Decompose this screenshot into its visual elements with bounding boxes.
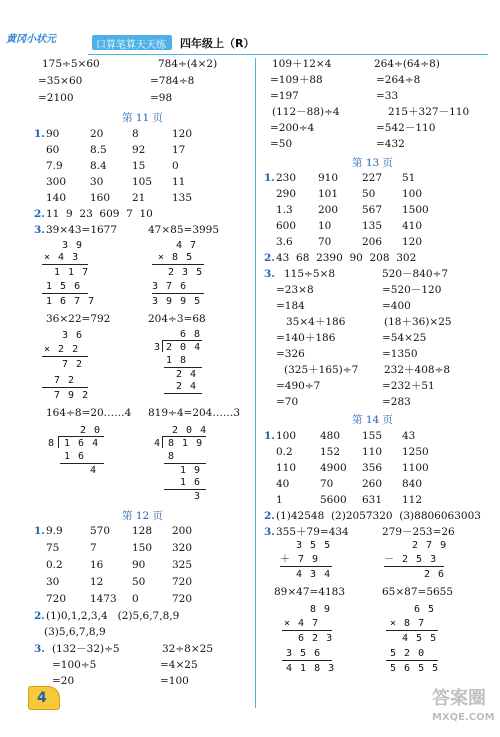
expr: =98 xyxy=(150,92,173,104)
expr: =326 xyxy=(276,348,305,360)
grid-cell: 7.9 xyxy=(46,160,63,172)
calc-rule xyxy=(386,630,438,631)
question-number: 1. xyxy=(264,172,275,184)
calc-rule xyxy=(42,293,88,294)
calc-rule xyxy=(386,660,438,661)
grid-cell: 0.2 xyxy=(46,559,63,571)
grid-cell: 155 xyxy=(362,430,383,442)
calc-line: － 2 5 3 xyxy=(384,554,438,565)
expr: (18＋36)×25 xyxy=(384,316,452,328)
grid-cell: 128 xyxy=(132,525,153,537)
calc-rule xyxy=(164,393,202,394)
question-number: 1. xyxy=(34,128,45,140)
calc-line: 5 6 5 5 xyxy=(390,663,440,674)
expr: =20 xyxy=(52,675,75,687)
grid-cell: 75 xyxy=(46,542,60,554)
grid-cell: 70 xyxy=(318,236,332,248)
expr: =520－120 xyxy=(382,284,442,296)
expr: =542－110 xyxy=(376,122,436,134)
calc-line: × 8 5 xyxy=(158,252,194,263)
expr: 109＋12×4 xyxy=(272,58,332,70)
grid-cell: 356 xyxy=(362,462,383,474)
expr: =23×8 xyxy=(276,284,314,296)
grid-cell: 1100 xyxy=(402,462,429,474)
calc-line: 4 5 5 xyxy=(402,633,438,644)
answer-line: (1)0,1,2,3,4 (2)5,6,7,8,9 xyxy=(46,610,180,622)
grid-cell: 1250 xyxy=(402,446,429,458)
equation: 164÷8=20……4 xyxy=(46,407,132,419)
question-number: 3. xyxy=(264,268,275,280)
expr: =490÷7 xyxy=(276,380,321,392)
expr: 232＋408÷8 xyxy=(384,364,451,376)
calc-rule xyxy=(282,660,332,661)
grid-cell: 325 xyxy=(172,559,193,571)
expr: 264÷(64÷8) xyxy=(374,58,440,70)
grid-cell: 120 xyxy=(402,236,423,248)
answer-line: (3)5,6,7,8,9 xyxy=(44,626,106,638)
grid-cell: 290 xyxy=(276,188,297,200)
expr: =109＋88 xyxy=(270,74,323,86)
expr: =232＋51 xyxy=(382,380,435,392)
grid-cell: 910 xyxy=(318,172,339,184)
grid-cell: 140 xyxy=(46,192,67,204)
section-heading-p13: 第 13 页 xyxy=(352,157,394,169)
section-heading-p12: 第 12 页 xyxy=(122,510,164,522)
page-number: 4 xyxy=(37,690,47,706)
quotient: 6 8 xyxy=(180,329,202,340)
expr: 520－840÷7 xyxy=(382,268,449,280)
expr: =400 xyxy=(382,300,411,312)
calc-line: 7 2 xyxy=(54,375,76,386)
expr: =2100 xyxy=(38,92,74,104)
column-divider xyxy=(255,58,256,708)
grid-cell: 101 xyxy=(318,188,339,200)
question-number: 2. xyxy=(264,510,275,522)
expr: 35×4＋186 xyxy=(286,316,346,328)
grid-cell: 200 xyxy=(172,525,193,537)
calc-line: × 2 2 xyxy=(44,344,80,355)
calc-rule xyxy=(384,566,444,567)
grid-cell: 15 xyxy=(132,160,146,172)
quotient: 2 0 xyxy=(80,425,102,436)
calc-line: 2 3 5 xyxy=(168,267,204,278)
grid-cell: 0 xyxy=(132,593,139,605)
division-bracket xyxy=(162,436,163,448)
header-rule xyxy=(88,54,488,55)
expr: 32÷8×25 xyxy=(162,643,213,655)
calc-line: 6 5 xyxy=(414,604,436,615)
expr: 115÷5×8 xyxy=(284,268,335,280)
grid-cell: 567 xyxy=(362,204,383,216)
divisor: 8 xyxy=(48,438,56,449)
expr: (132－32)÷5 xyxy=(52,643,120,655)
calc-rule xyxy=(42,264,88,265)
calc-line: 1 6 xyxy=(64,451,86,462)
grid-cell: 206 xyxy=(362,236,383,248)
grid-cell: 30 xyxy=(90,176,104,188)
calc-line: 7 9 2 xyxy=(54,390,90,401)
question-number: 3. xyxy=(34,643,45,655)
expr: =432 xyxy=(376,138,405,150)
divisor: 4 xyxy=(154,438,162,449)
grade-label: 四年级上（R） xyxy=(180,37,255,50)
calc-rule xyxy=(164,463,206,464)
grid-cell: 8 xyxy=(132,128,139,140)
grid-cell: 160 xyxy=(90,192,111,204)
grid-cell: 110 xyxy=(362,446,383,458)
calc-line: 8 xyxy=(168,451,176,462)
calc-line: 2 6 xyxy=(424,569,446,580)
calc-line: 1 5 6 xyxy=(46,281,82,292)
grid-cell: 120 xyxy=(172,128,193,140)
watermark-text: 答案圈 xyxy=(432,688,486,709)
grid-cell: 300 xyxy=(46,176,67,188)
expr: =35×60 xyxy=(38,75,83,87)
grid-cell: 410 xyxy=(402,220,423,232)
equation: 36×22=792 xyxy=(46,313,111,325)
grid-cell: 480 xyxy=(320,430,341,442)
grid-cell: 1473 xyxy=(90,593,117,605)
brand-logo: 黄冈小状元 xyxy=(6,34,56,45)
expr: =1350 xyxy=(382,348,418,360)
equation: 65×87=5655 xyxy=(382,586,454,598)
calc-rule xyxy=(164,367,202,368)
calc-line: 2 4 xyxy=(176,369,198,380)
page-number-badge xyxy=(28,686,60,710)
calc-rule xyxy=(60,463,104,464)
expr: 175÷5×60 xyxy=(42,58,100,70)
grid-cell: 1500 xyxy=(402,204,429,216)
question-number: 1. xyxy=(264,430,275,442)
calc-line: 6 2 3 xyxy=(298,633,334,644)
grid-cell: 50 xyxy=(362,188,376,200)
grid-cell: 320 xyxy=(172,542,193,554)
grid-cell: 51 xyxy=(402,172,416,184)
grid-cell: 4900 xyxy=(320,462,347,474)
calc-line: 2 4 xyxy=(176,381,198,392)
grid-cell: 3.6 xyxy=(276,236,293,248)
grid-cell: 5600 xyxy=(320,494,347,506)
grid-cell: 720 xyxy=(172,593,193,605)
expr: 784÷(4×2) xyxy=(158,58,218,70)
calc-line: 3 9 9 5 xyxy=(152,296,202,307)
grid-cell: 135 xyxy=(172,192,193,204)
grid-cell: 112 xyxy=(402,494,423,506)
calc-rule xyxy=(42,356,88,357)
expr: (112－88)÷4 xyxy=(272,106,340,118)
question-number: 3. xyxy=(34,224,45,236)
calc-rule xyxy=(164,489,206,490)
grid-cell: 43 xyxy=(402,430,416,442)
grid-cell: 840 xyxy=(402,478,423,490)
grid-cell: 30 xyxy=(46,576,60,588)
expr: =4×25 xyxy=(160,659,198,671)
calc-line: 5 2 0 xyxy=(390,648,426,659)
calc-line: 3 5 6 xyxy=(286,648,322,659)
grid-cell: 50 xyxy=(132,576,146,588)
grid-cell: 152 xyxy=(320,446,341,458)
calc-rule xyxy=(282,630,332,631)
grid-cell: 12 xyxy=(90,576,104,588)
equation: 819÷4=204……3 xyxy=(148,407,241,419)
grid-cell: 570 xyxy=(90,525,111,537)
question-number: 3. xyxy=(264,526,275,538)
grid-cell: 100 xyxy=(402,188,423,200)
calc-rule xyxy=(152,293,204,294)
grid-cell: 105 xyxy=(132,176,153,188)
section-heading-p14: 第 14 页 xyxy=(352,414,394,426)
expr: =200÷4 xyxy=(270,122,315,134)
calc-line: 4 xyxy=(90,465,98,476)
grid-cell: 90 xyxy=(132,559,146,571)
grid-cell: 40 xyxy=(276,478,290,490)
calc-line: 1 6 7 7 xyxy=(46,296,96,307)
equation: 355＋79=434 xyxy=(276,526,349,538)
calc-line: 1 9 xyxy=(180,465,202,476)
grid-cell: 0.2 xyxy=(276,446,293,458)
expr: =784÷8 xyxy=(150,75,195,87)
calc-line: 4 3 4 xyxy=(296,569,332,580)
division-bracket xyxy=(58,436,59,448)
watermark-url: MXQE.COM xyxy=(432,712,495,723)
grid-cell: 60 xyxy=(46,144,60,156)
question-number: 2. xyxy=(264,252,275,264)
grid-cell: 7 xyxy=(90,542,97,554)
expr: =100÷5 xyxy=(52,659,97,671)
calc-rule xyxy=(280,566,332,567)
grid-cell: 92 xyxy=(132,144,146,156)
grid-cell: 9.9 xyxy=(46,525,63,537)
answer-line: 43 68 2390 90 208 302 xyxy=(276,252,417,264)
calc-line: 1 1 7 xyxy=(54,267,90,278)
header xyxy=(0,0,500,56)
equation: 47×85=3995 xyxy=(148,224,220,236)
calc-rule xyxy=(152,264,204,265)
equation: 204÷3=68 xyxy=(148,313,206,325)
calc-line: 8 9 xyxy=(310,604,332,615)
equation: 39×43=1677 xyxy=(46,224,118,236)
grid-cell: 260 xyxy=(362,478,383,490)
grid-cell: 631 xyxy=(362,494,383,506)
calc-line: 1 6 xyxy=(180,477,202,488)
expr: =184 xyxy=(276,300,305,312)
expr: =50 xyxy=(270,138,293,150)
grid-cell: 150 xyxy=(132,542,153,554)
calc-line: 3 5 5 xyxy=(296,540,332,551)
grid-cell: 0 xyxy=(172,160,179,172)
expr: =283 xyxy=(382,396,411,408)
grid-cell: 70 xyxy=(320,478,334,490)
quotient: 2 0 4 xyxy=(172,425,208,436)
expr: (325＋165)÷7 xyxy=(284,364,359,376)
grid-cell: 100 xyxy=(276,430,297,442)
calc-line: × 4 7 xyxy=(284,618,320,629)
calc-line: × 4 3 xyxy=(44,252,80,263)
grid-cell: 1 xyxy=(276,494,283,506)
division-bar xyxy=(162,340,202,341)
expr: =54×25 xyxy=(382,332,427,344)
question-number: 2. xyxy=(34,610,45,622)
calc-line: 3 7 6 xyxy=(152,281,188,292)
question-number: 2. xyxy=(34,208,45,220)
calc-line: 1 8 xyxy=(166,355,188,366)
grid-cell: 110 xyxy=(276,462,297,474)
division-bar xyxy=(58,436,104,437)
calc-line: 4 7 xyxy=(176,240,198,251)
expr: =264÷8 xyxy=(376,74,421,86)
calc-line: 7 2 xyxy=(62,359,84,370)
divisor: 3 xyxy=(154,342,162,353)
calc-rule xyxy=(42,387,88,388)
dividend: 8 1 9 xyxy=(168,438,204,449)
calc-line: 3 9 xyxy=(62,240,84,251)
grid-cell: 90 xyxy=(46,128,60,140)
dividend: 1 6 4 xyxy=(64,438,100,449)
grid-cell: 230 xyxy=(276,172,297,184)
expr: =33 xyxy=(376,90,399,102)
answer-line: (1)42548 (2)2057320 (3)8806063003 xyxy=(276,510,481,522)
expr: =70 xyxy=(276,396,299,408)
dividend: 2 0 4 xyxy=(166,342,202,353)
grid-cell: 21 xyxy=(132,192,146,204)
grid-cell: 200 xyxy=(318,204,339,216)
answer-line: 11 9 23 609 7 10 xyxy=(46,208,153,220)
series-title: 口算笔算天天练 xyxy=(96,40,166,51)
grid-cell: 720 xyxy=(172,576,193,588)
grid-cell: 600 xyxy=(276,220,297,232)
grid-cell: 8.4 xyxy=(90,160,107,172)
expr: =140＋186 xyxy=(276,332,336,344)
calc-line: ＋ 7 9 xyxy=(280,554,320,565)
grid-cell: 227 xyxy=(362,172,383,184)
grid-cell: 17 xyxy=(172,144,186,156)
calc-line: × 8 7 xyxy=(390,618,426,629)
equation: 89×47=4183 xyxy=(274,586,346,598)
question-number: 1. xyxy=(34,525,45,537)
calc-line: 4 1 8 3 xyxy=(286,663,336,674)
grid-cell: 10 xyxy=(318,220,332,232)
division-bracket xyxy=(162,340,163,352)
calc-line: 3 6 xyxy=(62,330,84,341)
grid-cell: 20 xyxy=(90,128,104,140)
equation: 279－253=26 xyxy=(382,526,455,538)
calc-line: 3 xyxy=(194,491,202,502)
expr: =100 xyxy=(160,675,189,687)
expr: 215＋327－110 xyxy=(388,106,470,118)
division-bar xyxy=(162,436,206,437)
grid-cell: 11 xyxy=(172,176,186,188)
grid-cell: 720 xyxy=(46,593,67,605)
grid-cell: 16 xyxy=(90,559,104,571)
section-heading-p11: 第 11 页 xyxy=(122,112,164,124)
expr: =197 xyxy=(270,90,299,102)
grid-cell: 1.3 xyxy=(276,204,293,216)
calc-line: 2 7 9 xyxy=(412,540,448,551)
grid-cell: 8.5 xyxy=(90,144,107,156)
grid-cell: 135 xyxy=(362,220,383,232)
watermark xyxy=(428,682,498,732)
